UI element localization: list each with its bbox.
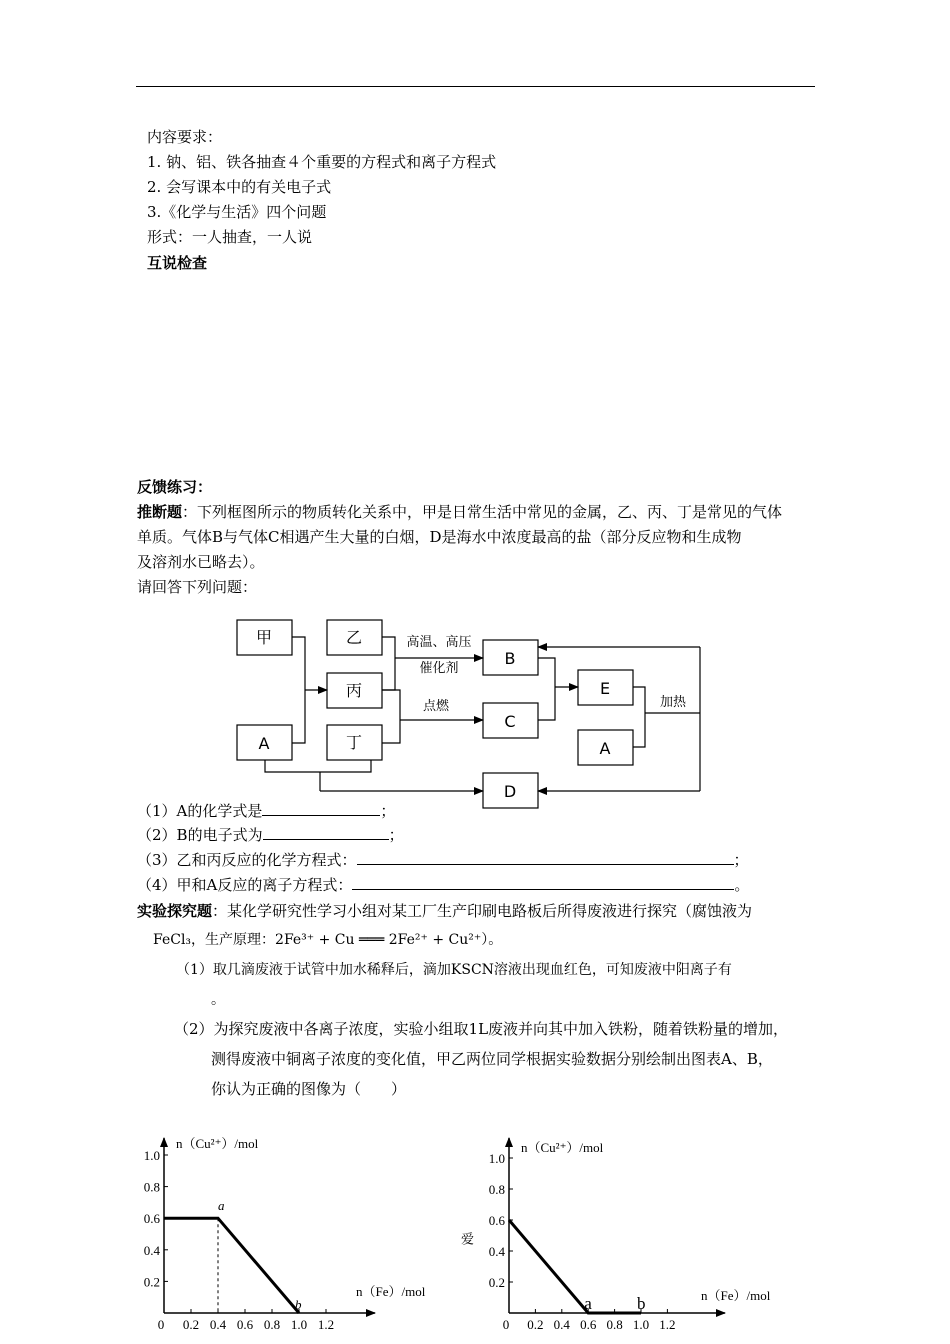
y-tick-label: 0.6 [488,1213,505,1228]
x-tick-label: 0 [502,1317,510,1332]
x-tick-label: 0.4 [209,1317,227,1332]
x-tick-label: 0.4 [553,1317,570,1332]
x-axis-label: n（Fe）/mol [356,1284,426,1299]
x-tick-label: 0.2 [182,1317,200,1332]
experiment-label: 实验探究题 [137,902,213,920]
data-series-line [509,1220,641,1313]
label-ignite: 点燃 [422,699,450,714]
label-catalyst: 催化剂 [419,661,459,676]
inference-line-3: 及溶剂水已略去）。 [137,553,265,571]
y-tick-label: 1.0 [143,1148,160,1163]
box-a-left-label: A [258,734,270,753]
chart-b [461,1120,950,1344]
y-tick-label: 1.0 [488,1151,505,1166]
experiment-q2-line-3: 你认为正确的图像为（ ） [211,1080,407,1098]
y-tick-label: 0.4 [143,1242,160,1258]
question-3-text: （3）乙和丙反应的化学方程式： [137,851,357,869]
x-tick-label: 1.0 [632,1317,650,1332]
requirement-item-1: 1. 钠、铝、铁各抽查４个重要的方程式和离子方程式 [147,153,497,171]
feedback-heading: 反馈练习： [137,478,213,496]
box-d-label: D [503,782,517,801]
x-tick-label: 0.8 [263,1317,281,1332]
experiment-line-1 [137,901,752,921]
box-yi-label: 乙 [345,628,363,647]
answer-blank-1[interactable] [262,801,380,816]
answer-prompt: 请回答下列问题： [137,578,258,596]
question-4-text: （4）甲和A反应的离子方程式： [137,876,353,894]
y-tick-label: 0.8 [143,1179,160,1195]
y-tick-label: 0.2 [488,1275,505,1290]
experiment-intro: ：某化学研究性学习小组对某工厂生产印刷电路板后所得废液进行探究（腐蚀液为 [212,902,753,920]
box-jia-label: 甲 [255,628,273,647]
y-axis-label: n（Cu²⁺）/mol [176,1136,259,1151]
box-ding-label: 丁 [345,733,363,752]
requirement-item-3: 3.《化学与生活》四个问题 [147,203,327,221]
point-label-a: a [218,1198,225,1214]
box-b-label: B [504,649,516,668]
requirements-heading: 内容要求： [147,128,223,146]
question-2-suffix: ； [388,826,404,844]
experiment-q2-line-1: （2）为探究废液中各离子浓度，实验小组取1L废液并向其中加入铁粉，随着铁粉量的增加， [174,1020,789,1038]
y-tick-label: 0.6 [143,1211,160,1227]
question-3 [137,850,749,870]
x-tick-label: 1.2 [317,1317,335,1332]
data-series-line [164,1218,299,1313]
x-tick-label: 1.0 [290,1317,308,1332]
question-3-suffix: ； [733,851,749,869]
box-bing-label: 丙 [345,681,363,700]
answer-blank-4[interactable] [352,875,734,890]
inference-text-1: ：下列框图所示的物质转化关系中，甲是日常生活中常见的金属，乙、丙、丁是常见的气体 [182,503,783,521]
requirement-item-2: 2. 会写课本中的有关电子式 [147,178,332,196]
point-label-b: b [637,1294,646,1313]
question-4 [137,875,749,895]
question-4-suffix: 。 [734,876,750,894]
answer-blank-2[interactable] [263,825,389,840]
x-tick-label: 0.8 [606,1317,623,1332]
question-1 [137,801,395,821]
box-a-right-label: A [599,739,611,758]
question-2 [137,825,404,845]
answer-blank-3[interactable] [357,850,734,865]
experiment-q1-line-1: （1）取几滴废液于试管中加水稀释后，滴加KSCN溶液出现血红色，可知废液中阳离子有 [176,962,732,978]
question-1-text: （1）A的化学式是 [137,802,263,820]
point-label-b: b [295,1297,302,1312]
point-label-a: a [584,1294,592,1313]
mutual-check-heading: 互说检查 [147,254,208,272]
experiment-q1-line-2: 。 [211,992,225,1008]
chart-a [0,1120,475,1344]
y-tick-label: 0.8 [488,1182,505,1197]
x-axis-label: n（Fe）/mol [701,1288,771,1303]
y-tick-label: 0.4 [488,1244,505,1259]
x-tick-label: 0 [157,1317,165,1332]
box-c-label: C [504,712,516,731]
stray-text: 爱 [461,1231,475,1247]
box-e-label: E [599,679,611,698]
x-tick-label: 0.6 [236,1317,254,1332]
label-high-temp: 高温、高压 [406,635,472,650]
question-2-text: （2）B的电子式为 [137,826,263,844]
inference-line-2: 单质。气体B与气体C相遇产生大量的白烟，D是海水中浓度最高的盐（部分反应物和生成物 [137,528,742,546]
x-tick-label: 0.2 [527,1317,544,1332]
y-tick-label: 0.2 [143,1274,160,1290]
y-axis-label: n（Cu²⁺）/mol [521,1140,604,1155]
x-tick-label: 0.6 [580,1317,597,1332]
inference-label: 推断题 [137,503,183,521]
x-tick-label: 1.2 [659,1317,676,1332]
experiment-q2-line-2: 测得废液中铜离子浓度的变化值，甲乙两位同学根据实验数据分别绘制出图表A、B， [211,1050,773,1068]
label-heat: 加热 [659,695,687,710]
experiment-equation: FeCl₃，生产原理：2Fe³⁺ + Cu ═══ 2Fe²⁺ + Cu²⁺）。 [153,932,503,948]
question-1-suffix: ； [380,802,396,820]
form-line: 形式：一人抽查，一人说 [147,228,313,246]
